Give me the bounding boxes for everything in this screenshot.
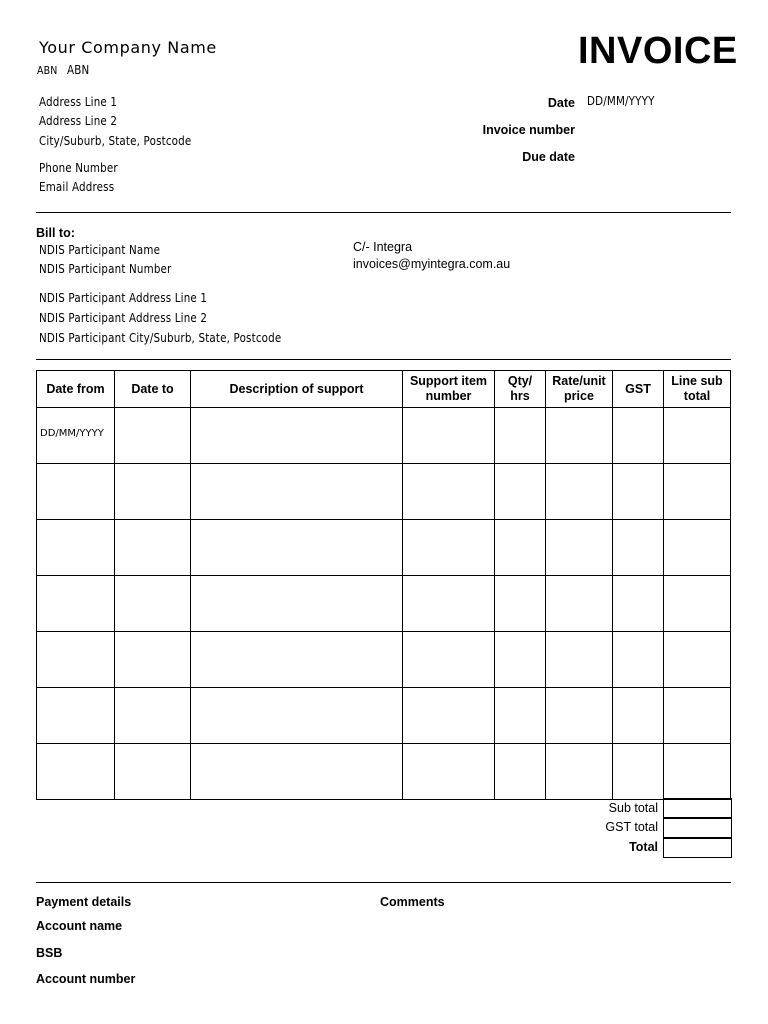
sub-total-label: Sub total	[608, 801, 658, 815]
first-row-date: DD/MM/YYYY	[40, 428, 104, 439]
bsb-label: BSB	[36, 946, 63, 960]
cell-date-to[interactable]	[115, 632, 191, 688]
cell-rate[interactable]	[546, 464, 613, 520]
cell-rate[interactable]	[546, 576, 613, 632]
account-name-label: Account name	[36, 919, 123, 933]
cell-description[interactable]	[191, 464, 403, 520]
date-value[interactable]: DD/MM/YYYY	[587, 94, 655, 108]
cell-support-item[interactable]	[403, 744, 495, 800]
participant-number: NDIS Participant Number	[39, 262, 172, 276]
cell-qty[interactable]	[495, 576, 546, 632]
cell-rate[interactable]	[546, 632, 613, 688]
col-qty-hrs: Qty/ hrs	[495, 371, 546, 408]
table-row	[37, 744, 731, 800]
cell-qty[interactable]	[495, 464, 546, 520]
cell-date-to[interactable]	[115, 408, 191, 464]
bill-to-label: Bill to:	[36, 226, 75, 240]
care-of: C/- Integra	[353, 240, 413, 254]
company-name: Your Company Name	[39, 38, 217, 57]
cell-date-from[interactable]	[37, 576, 115, 632]
cell-date-to[interactable]	[115, 520, 191, 576]
col-rate-unit-price: Rate/unit price	[546, 371, 613, 408]
line-items-table	[36, 370, 731, 800]
invoice-title: INVOICE	[578, 30, 738, 72]
table-header-row	[37, 371, 731, 408]
cell-line-sub-total[interactable]	[664, 464, 731, 520]
cell-gst[interactable]	[613, 688, 664, 744]
participant-address-line-1: NDIS Participant Address Line 1	[39, 291, 208, 305]
bill-to-divider	[36, 359, 731, 360]
company-city-line: City/Suburb, State, Postcode	[39, 134, 192, 148]
cell-qty[interactable]	[495, 632, 546, 688]
cell-support-item[interactable]	[403, 520, 495, 576]
cell-date-to[interactable]	[115, 464, 191, 520]
table-row	[37, 464, 731, 520]
cell-line-sub-total[interactable]	[664, 688, 731, 744]
col-description: Description of support	[191, 371, 403, 408]
invoice-number-label: Invoice number	[482, 123, 575, 137]
cell-description[interactable]	[191, 632, 403, 688]
cell-date-from[interactable]	[37, 464, 115, 520]
participant-city-line: NDIS Participant City/Suburb, State, Postcode	[39, 331, 282, 345]
cell-line-sub-total[interactable]	[664, 744, 731, 800]
cell-line-sub-total[interactable]	[664, 576, 731, 632]
cell-gst[interactable]	[613, 408, 664, 464]
cell-description[interactable]	[191, 744, 403, 800]
total-label: Total	[629, 840, 658, 854]
total-box[interactable]	[663, 838, 732, 858]
company-phone: Phone Number	[39, 161, 118, 175]
date-label: Date	[547, 96, 575, 110]
table-row	[37, 632, 731, 688]
cell-date-to[interactable]	[115, 576, 191, 632]
cell-date-to[interactable]	[115, 744, 191, 800]
cell-gst[interactable]	[613, 576, 664, 632]
col-date-to: Date to	[115, 371, 191, 408]
table-row	[37, 576, 731, 632]
cell-date-to[interactable]	[115, 688, 191, 744]
cell-support-item[interactable]	[403, 408, 495, 464]
col-support-item-number: Support item number	[403, 371, 495, 408]
payment-details-label: Payment details	[36, 895, 132, 909]
cell-description[interactable]	[191, 576, 403, 632]
cell-date-from[interactable]	[37, 688, 115, 744]
col-line-sub-total: Line sub total	[664, 371, 731, 408]
comments-label: Comments	[380, 895, 445, 909]
cell-qty[interactable]	[495, 408, 546, 464]
cell-description[interactable]	[191, 688, 403, 744]
abn-label: ABN	[37, 64, 58, 77]
cell-rate[interactable]	[546, 688, 613, 744]
participant-address-line-2: NDIS Participant Address Line 2	[39, 311, 208, 325]
cell-line-sub-total[interactable]	[664, 520, 731, 576]
table-row	[37, 408, 731, 464]
cell-date-from[interactable]	[37, 632, 115, 688]
cell-qty[interactable]	[495, 744, 546, 800]
cell-gst[interactable]	[613, 744, 664, 800]
due-date-label: Due date	[522, 150, 575, 164]
company-address-line-2: Address Line 2	[39, 114, 118, 128]
gst-total-box[interactable]	[663, 818, 732, 838]
participant-name: NDIS Participant Name	[39, 243, 161, 257]
abn-value: ABN	[67, 63, 90, 77]
col-gst: GST	[613, 371, 664, 408]
table-row	[37, 688, 731, 744]
account-number-label: Account number	[36, 972, 136, 986]
cell-support-item[interactable]	[403, 576, 495, 632]
company-address-line-1: Address Line 1	[39, 95, 118, 109]
care-of-email[interactable]: invoices@myintegra.com.au	[353, 257, 511, 271]
cell-support-item[interactable]	[403, 464, 495, 520]
cell-gst[interactable]	[613, 464, 664, 520]
cell-description[interactable]	[191, 408, 403, 464]
cell-gst[interactable]	[613, 632, 664, 688]
cell-qty[interactable]	[495, 688, 546, 744]
payment-divider	[36, 882, 731, 883]
cell-line-sub-total[interactable]	[664, 408, 731, 464]
cell-rate[interactable]	[546, 520, 613, 576]
cell-date-from[interactable]	[37, 408, 115, 464]
cell-line-sub-total[interactable]	[664, 632, 731, 688]
cell-date-from[interactable]	[37, 744, 115, 800]
cell-date-from[interactable]	[37, 520, 115, 576]
cell-gst[interactable]	[613, 520, 664, 576]
cell-support-item[interactable]	[403, 632, 495, 688]
col-date-from: Date from	[37, 371, 115, 408]
cell-rate[interactable]	[546, 744, 613, 800]
cell-qty[interactable]	[495, 520, 546, 576]
table-row	[37, 520, 731, 576]
header-divider	[36, 212, 731, 213]
gst-total-label: GST total	[605, 820, 658, 834]
sub-total-box[interactable]	[663, 798, 732, 818]
cell-support-item[interactable]	[403, 688, 495, 744]
cell-description[interactable]	[191, 520, 403, 576]
cell-rate[interactable]	[546, 408, 613, 464]
company-email: Email Address	[39, 180, 115, 194]
